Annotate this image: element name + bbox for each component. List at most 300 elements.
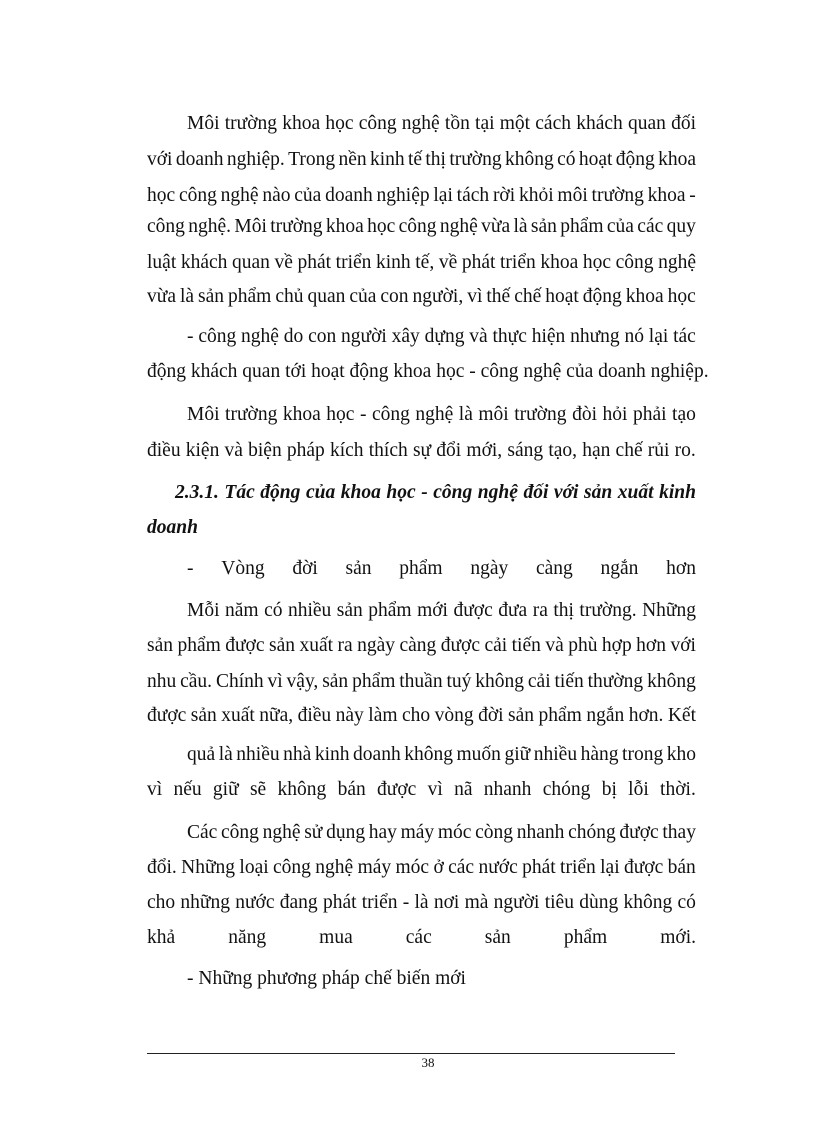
word: con <box>308 326 337 347</box>
word: muốn <box>456 744 501 765</box>
word: khoa <box>340 482 381 503</box>
word: phẩm <box>538 705 582 726</box>
word: phẩm <box>228 286 272 307</box>
word: và <box>224 440 243 461</box>
word: ngắn <box>586 705 625 726</box>
word: - <box>689 185 696 206</box>
word: Vòng <box>221 558 265 579</box>
word: lại <box>433 185 453 206</box>
word: có <box>677 892 696 913</box>
word: xuất <box>617 482 654 503</box>
word: những <box>180 892 230 913</box>
word: người <box>341 326 387 347</box>
word: hơn <box>636 635 666 656</box>
word: với <box>553 482 579 503</box>
text-line <box>147 704 696 728</box>
word: vì <box>147 779 163 800</box>
word: - <box>402 892 410 913</box>
word: tế <box>407 149 423 170</box>
word: với <box>670 635 696 656</box>
word: vòng <box>434 705 474 726</box>
word: khỏi <box>518 185 554 206</box>
word: trường <box>270 216 323 237</box>
word: là <box>458 404 473 425</box>
word: vừa <box>147 286 176 307</box>
word: Kết <box>667 705 696 726</box>
word: phải <box>632 404 667 425</box>
word: thời. <box>660 779 696 800</box>
word: sử <box>304 822 323 843</box>
word: hợp <box>601 635 632 656</box>
word: 2.3.1. <box>175 482 219 503</box>
text-line <box>187 325 696 349</box>
word: quan <box>307 286 346 307</box>
text-line <box>147 891 696 915</box>
word: được <box>147 705 187 726</box>
word: khoa <box>658 149 696 170</box>
word: không <box>623 892 673 913</box>
text-line <box>147 285 696 309</box>
footer-divider <box>147 1053 675 1054</box>
word: ra <box>532 600 548 621</box>
word: tại <box>475 113 495 134</box>
word: thế <box>486 286 511 307</box>
word: đời <box>478 705 504 726</box>
word: nhu <box>147 671 177 692</box>
word: không <box>475 671 525 692</box>
word: nếu <box>173 779 202 800</box>
word: có <box>264 600 283 621</box>
word: chế <box>514 286 542 307</box>
word: - <box>187 326 194 347</box>
word: công <box>147 216 185 237</box>
text-line <box>147 778 696 802</box>
word: thực <box>492 326 527 347</box>
word: công <box>615 252 654 273</box>
word: đổi <box>436 440 462 461</box>
word: khách <box>576 113 623 134</box>
word: học <box>582 252 611 273</box>
word: loại <box>239 857 269 878</box>
word: công <box>433 482 473 503</box>
text-line <box>147 670 696 694</box>
word: sẽ <box>249 779 267 800</box>
word: doanh <box>325 185 373 206</box>
text-line <box>187 599 696 623</box>
word: Mỗi <box>187 600 220 621</box>
word: do <box>283 326 304 347</box>
word: xuất <box>299 635 334 656</box>
word: khoa <box>282 404 321 425</box>
word: ngày <box>470 558 509 579</box>
word: hàng <box>580 744 619 765</box>
word: giữ <box>212 779 239 800</box>
word: không <box>647 671 696 692</box>
word: phẩm <box>368 600 412 621</box>
word: cầu. <box>180 671 213 692</box>
word: thường <box>587 671 644 692</box>
word: được <box>440 635 480 656</box>
word: luật <box>147 252 177 273</box>
word: trường <box>514 404 567 425</box>
word: người <box>493 892 540 913</box>
word: nghệ <box>477 482 518 503</box>
word: người, <box>412 286 464 307</box>
word: được <box>377 779 417 800</box>
word: hạn <box>582 440 611 461</box>
word: Tác <box>224 482 255 503</box>
word: trường <box>449 149 502 170</box>
word: quan <box>232 252 270 273</box>
text-line <box>187 743 696 767</box>
word: kích <box>329 440 364 461</box>
word: sản <box>147 635 173 656</box>
word: nghệ <box>241 326 279 347</box>
word: phát <box>522 857 556 878</box>
word: rời <box>492 185 516 206</box>
text-line <box>187 821 696 845</box>
word: hoạt <box>545 286 579 307</box>
word: nước <box>235 892 275 913</box>
word: Các <box>187 822 218 843</box>
word: công <box>178 185 217 206</box>
word: sản <box>322 671 349 692</box>
word: học <box>325 113 354 134</box>
word: mới <box>417 600 448 621</box>
word: bán <box>667 857 696 878</box>
word: học <box>147 185 176 206</box>
word: móc <box>437 822 472 843</box>
word: triển <box>361 892 398 913</box>
word: hiện <box>531 326 566 347</box>
word: tiêu <box>544 892 574 913</box>
word: nó <box>624 326 644 347</box>
word: thay <box>662 822 696 843</box>
word: nghệ <box>315 857 354 878</box>
word: pháp <box>286 440 325 461</box>
word: khoa <box>625 286 664 307</box>
word: khoa <box>647 185 686 206</box>
word: tác <box>673 326 696 347</box>
word: đối <box>523 482 549 503</box>
word: không <box>277 779 327 800</box>
word: khách <box>180 252 228 273</box>
word: thị <box>425 149 446 170</box>
word: doanh <box>175 149 224 170</box>
word: phẩm <box>560 216 604 237</box>
word: nhà <box>283 744 312 765</box>
word: của <box>294 185 322 206</box>
word: của <box>305 482 336 503</box>
word: Những <box>181 857 236 878</box>
word: mua <box>319 927 353 948</box>
word: sáng <box>507 440 544 461</box>
word: tế, <box>415 252 435 273</box>
word: bị <box>601 779 617 800</box>
word: Môi <box>187 113 220 134</box>
word: công <box>398 216 437 237</box>
text-line <box>187 112 696 136</box>
word: lỗi <box>628 779 649 800</box>
word: chế <box>615 440 643 461</box>
word: học <box>326 404 355 425</box>
word: năng <box>228 927 267 948</box>
word: điều <box>147 440 181 461</box>
word: năm <box>225 600 259 621</box>
word: hoạt <box>578 149 613 170</box>
word: nước <box>478 857 518 878</box>
word: các <box>448 857 475 878</box>
word: học <box>367 216 396 237</box>
word: máy <box>400 822 435 843</box>
word: nghiệp. <box>226 149 285 170</box>
word: nhanh <box>516 822 565 843</box>
word: một <box>499 113 531 134</box>
word: phẩm <box>399 558 443 579</box>
word: chóng <box>568 822 616 843</box>
word: các <box>405 927 432 948</box>
word: tồn <box>444 113 470 134</box>
word: sản <box>336 600 363 621</box>
word: hay <box>368 822 397 843</box>
word: là <box>513 216 528 237</box>
word: động <box>615 149 655 170</box>
word: bán <box>337 779 366 800</box>
word: và <box>469 326 488 347</box>
text-line <box>147 251 696 275</box>
word: nền <box>338 149 367 170</box>
word: ngắn <box>600 558 639 579</box>
word: là <box>414 892 429 913</box>
word: nhiều <box>236 744 280 765</box>
word: tạo, <box>548 440 578 461</box>
word: chóng <box>542 779 591 800</box>
word: triển <box>499 252 536 273</box>
word: đưa <box>498 600 528 621</box>
word: không <box>404 744 453 765</box>
word: môi <box>478 404 509 425</box>
word: công <box>221 822 259 843</box>
word: triển <box>335 252 372 273</box>
word: biện <box>248 440 282 461</box>
word: học <box>386 482 416 503</box>
word: nữa, <box>259 705 294 726</box>
word: triển <box>560 857 596 878</box>
word: vì <box>267 671 283 692</box>
word: sự <box>412 440 432 461</box>
word: dụng <box>326 822 366 843</box>
word: với <box>147 149 173 170</box>
word: và <box>545 635 564 656</box>
word: móc <box>395 857 430 878</box>
word: mới, <box>466 440 503 461</box>
word: kinh <box>376 252 411 273</box>
text-line <box>147 184 696 208</box>
text-line: động khách quan tới hoạt động khoa học - công nghệ của doanh nghiệp. <box>147 361 709 382</box>
word: vừa <box>481 216 511 237</box>
word: là <box>179 286 195 307</box>
word: đời <box>292 558 318 579</box>
word: vì <box>467 286 483 307</box>
word: không <box>504 149 554 170</box>
word: nghệ. <box>188 216 232 237</box>
word: cải <box>527 671 551 692</box>
word: động <box>260 482 301 503</box>
word: phẩm <box>563 927 608 948</box>
word: giữ <box>504 744 531 765</box>
word: sản <box>190 705 217 726</box>
word: đổi. <box>147 857 177 878</box>
word: tiến <box>511 635 541 656</box>
section-heading-continuation: doanh <box>147 517 198 538</box>
word: phù <box>568 635 598 656</box>
word: tạo <box>672 404 696 425</box>
word: các <box>637 216 664 237</box>
word: rủi <box>647 440 670 461</box>
word: kinh <box>369 149 405 170</box>
word: nghệ <box>415 404 454 425</box>
word: thích <box>368 440 408 461</box>
section-heading <box>175 481 696 505</box>
word: còng <box>475 822 514 843</box>
word: phát <box>461 252 496 273</box>
word: thuần <box>399 671 443 692</box>
text-line <box>147 439 696 463</box>
word: Chính <box>215 671 264 692</box>
word: khoa <box>540 252 579 273</box>
word: được <box>619 822 659 843</box>
word: cách <box>535 113 571 134</box>
word: trong <box>622 744 664 765</box>
word: cho <box>147 892 176 913</box>
word: Môi <box>187 404 220 425</box>
word: phẩm <box>352 671 396 692</box>
word: nào <box>262 185 291 206</box>
word: máy <box>357 857 392 878</box>
word: thị <box>553 600 574 621</box>
word: nghệ <box>220 185 259 206</box>
word: sản <box>268 635 295 656</box>
word: được <box>623 857 664 878</box>
word: đang <box>279 892 318 913</box>
word: sản <box>584 482 613 503</box>
word: phát <box>322 892 357 913</box>
word: dùng <box>579 892 619 913</box>
word: Môi <box>234 216 267 237</box>
word: doanh <box>353 744 401 765</box>
word: cho <box>402 705 431 726</box>
word: kinh <box>314 744 350 765</box>
word: nhiều <box>287 600 332 621</box>
word: tuý <box>446 671 472 692</box>
word: chủ <box>275 286 304 307</box>
word: khả <box>147 927 176 948</box>
word: nhanh <box>483 779 532 800</box>
word: lại <box>600 857 620 878</box>
word: đối <box>671 113 696 134</box>
word: đòi <box>572 404 597 425</box>
word: con <box>380 286 409 307</box>
word: này <box>335 705 364 726</box>
word: làm <box>368 705 398 726</box>
word: nơi <box>433 892 460 913</box>
word: ở <box>433 857 444 878</box>
word: khoa <box>282 113 321 134</box>
word: mà <box>464 892 489 913</box>
word: nghệ <box>401 113 440 134</box>
word: được <box>453 600 493 621</box>
word: nghệ <box>262 822 301 843</box>
word: động <box>582 286 622 307</box>
word: nhưng <box>570 326 620 347</box>
text-line <box>147 634 696 658</box>
word: ra <box>337 635 353 656</box>
word: ngày <box>357 635 395 656</box>
word: quy <box>666 216 696 237</box>
word: trường <box>224 113 278 134</box>
bullet-line <box>187 557 696 581</box>
word: càng <box>399 635 437 656</box>
word: học <box>667 286 696 307</box>
word: sản <box>508 705 535 726</box>
word: vậy, <box>286 671 319 692</box>
word: được <box>225 635 265 656</box>
word: trường. <box>579 600 637 621</box>
word: kiện <box>185 440 220 461</box>
text-line <box>187 403 696 427</box>
word: nã <box>454 779 473 800</box>
word: hơn <box>666 558 696 579</box>
word: sản <box>530 216 557 237</box>
word: hỏi <box>602 404 628 425</box>
text-line <box>147 926 696 950</box>
word: mới. <box>660 927 696 948</box>
word: dựng <box>424 326 465 347</box>
text-line <box>147 215 696 239</box>
word: khoa <box>325 216 364 237</box>
word: nghiệp <box>376 185 430 206</box>
word: tách <box>456 185 490 206</box>
word: môi <box>557 185 588 206</box>
word: nghệ <box>439 216 478 237</box>
word: xây <box>391 326 420 347</box>
word: - <box>359 404 367 425</box>
word: kinh <box>659 482 696 503</box>
word: sản <box>484 927 511 948</box>
word: - <box>421 482 428 503</box>
word: Những <box>642 600 696 621</box>
word: xuất <box>221 705 255 726</box>
word: phẩm <box>177 635 221 656</box>
word: công <box>273 857 311 878</box>
word: công <box>371 404 410 425</box>
word: là <box>218 744 233 765</box>
word: càng <box>535 558 573 579</box>
word: lại <box>648 326 669 347</box>
word: tiến <box>554 671 584 692</box>
word: phát <box>297 252 332 273</box>
word: vì <box>427 779 443 800</box>
word: Trong <box>288 149 336 170</box>
word: công <box>358 113 397 134</box>
word: ro. <box>674 440 696 461</box>
word: sản <box>198 286 225 307</box>
page-number: 38 <box>421 1055 435 1070</box>
word: quả <box>187 744 216 765</box>
word: về <box>438 252 458 273</box>
text-line <box>147 148 696 172</box>
word: có <box>557 149 576 170</box>
